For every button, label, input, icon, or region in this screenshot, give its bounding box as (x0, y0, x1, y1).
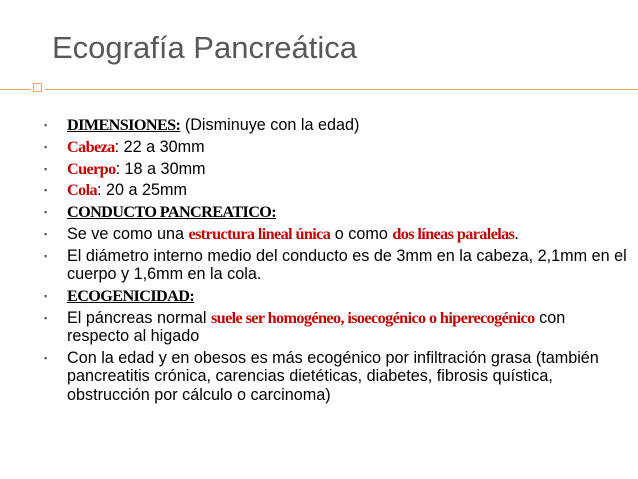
bullet-text: El páncreas normal (67, 308, 211, 327)
square-bullet-icon: ▪ (44, 250, 48, 261)
bullet-text: : 22 a 30mm (114, 137, 205, 156)
slide-title: Ecografía Pancreática (52, 30, 358, 65)
bullet-text: : 18 a 30mm (115, 159, 206, 178)
title-divider-right (45, 89, 638, 90)
keyword-highlight: Cola (67, 181, 97, 200)
bullet-item (44, 225, 629, 243)
bullet-text: con respecto al higado (67, 308, 566, 346)
section-heading: ECOGENICIDAD: (67, 286, 195, 305)
bullet-text: Con la edad y en obesos es más ecogénico por infiltración grasa (también pancreatitis crónica, carencias dietéticas, diabetes, fibrosis quística, obstrucción por cálculo o carcinoma) (67, 348, 599, 404)
square-bullet-icon: ▪ (44, 352, 48, 363)
section-heading: CONDUCTO PANCREATICO: (67, 203, 277, 222)
square-bullet-icon: ▪ (44, 207, 48, 218)
bullet-item (44, 309, 629, 346)
square-bullet-icon: ▪ (44, 185, 48, 196)
keyword-highlight: suele ser homogéneo, isoecogénico o hiperecogénico (210, 308, 535, 327)
bullet-text: o como (330, 224, 393, 243)
bullet-list (44, 116, 629, 408)
square-bullet-icon: ▪ (44, 163, 48, 174)
bullet-item (44, 287, 629, 305)
section-heading: DIMENSIONES: (67, 116, 181, 134)
title-divider-square-ornament (33, 83, 42, 92)
bullet-text: El diámetro interno medio del conducto es de 3mm en la cabeza, 2,1mm en el cuerpo y 1,6mm en la cola. (67, 246, 627, 284)
keyword-highlight: Cabeza (67, 137, 115, 156)
keyword-highlight: Cuerpo (67, 159, 116, 178)
bullet-item (44, 116, 629, 134)
bullet-item (44, 203, 629, 221)
square-bullet-icon: ▪ (44, 290, 48, 301)
square-bullet-icon: ▪ (44, 141, 48, 152)
square-bullet-icon: ▪ (44, 312, 48, 323)
bullet-text: . (514, 224, 519, 243)
bullet-item (44, 247, 629, 284)
bullet-text: Se ve como una (67, 224, 189, 243)
bullet-item (44, 160, 629, 178)
bullet-item (44, 349, 629, 404)
bullet-text: (Disminuye con la edad) (180, 116, 360, 134)
bullet-item (44, 181, 629, 199)
bullet-text: : 20 a 25mm (96, 181, 187, 200)
keyword-highlight: estructura lineal única (188, 224, 331, 243)
bullet-item (44, 138, 629, 156)
square-bullet-icon: ▪ (44, 120, 48, 130)
title-divider-left (0, 89, 31, 90)
keyword-highlight: dos líneas paralelas (392, 224, 515, 243)
square-bullet-icon: ▪ (44, 228, 48, 239)
